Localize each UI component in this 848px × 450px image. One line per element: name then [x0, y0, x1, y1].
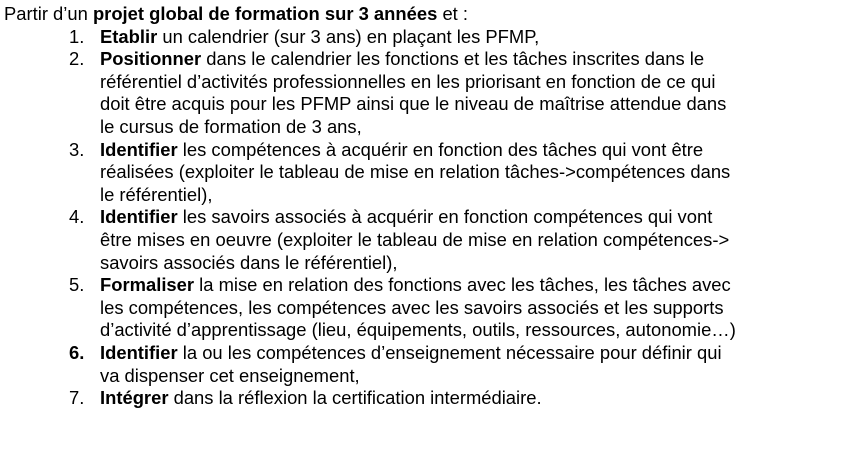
step-1 — [4, 26, 840, 49]
step-line — [100, 274, 840, 297]
step-line: les compétences, les compétences avec les savoirs associés et les supports — [100, 296, 724, 318]
step-line: savoirs associés dans le référentiel), — [100, 251, 398, 273]
step-text: un calendrier (sur 3 ans) en plaçant les PFMP, — [157, 25, 540, 47]
step-line — [100, 139, 840, 162]
step-text: la ou les compétences d’enseignement nécessaire pour définir qui — [177, 341, 722, 363]
step-line — [100, 26, 840, 49]
step-text: la mise en relation des fonctions avec les tâches, les tâches avec — [194, 274, 731, 296]
intro-emphasis: projet global de formation sur 3 années — [92, 3, 438, 24]
step-text: dans le calendrier les fonctions et les tâches inscrites dans le — [201, 48, 705, 70]
step-5 — [4, 274, 840, 342]
step-line: d’activité d’apprentissage (lieu, équipements, outils, ressources, autonomie…) — [100, 319, 736, 341]
step-line — [100, 342, 840, 365]
step-verb: Intégrer — [100, 387, 169, 409]
step-text: les savoirs associés à acquérir en fonction compétences qui vont — [177, 206, 713, 228]
step-2 — [4, 48, 840, 138]
step-line: être mises en oeuvre (exploiter le tableau de mise en relation compétences-> — [100, 228, 730, 250]
step-line — [100, 387, 840, 410]
step-line: réalisées (exploiter le tableau de mise en relation tâches->compétences dans — [100, 161, 731, 183]
step-line: le cursus de formation de 3 ans, — [100, 115, 362, 137]
intro-prefix: Partir d’un — [4, 3, 93, 24]
step-verb: Identifier — [100, 206, 178, 228]
step-7 — [4, 387, 840, 410]
step-3 — [4, 139, 840, 207]
step-number: 1. — [69, 25, 85, 47]
step-verb: Formaliser — [100, 274, 195, 296]
step-line: doit être acquis pour les PFMP ainsi que le niveau de maîtrise attendue dans — [100, 93, 727, 115]
step-text: les compétences à acquérir en fonction des tâches qui vont être — [177, 138, 704, 160]
step-line: référentiel d’activités professionnelles en les priorisant en fonction de ce qui — [100, 70, 716, 92]
step-6 — [4, 342, 840, 387]
step-line: le référentiel), — [100, 183, 213, 205]
step-verb: Etablir — [100, 25, 158, 47]
step-text: dans la réflexion la certification intermédiaire. — [168, 387, 542, 409]
step-verb: Positionner — [100, 48, 202, 70]
step-number: 5. — [69, 274, 85, 296]
step-number: 4. — [69, 206, 85, 228]
intro-suffix: et : — [437, 3, 468, 24]
step-number: 3. — [69, 138, 85, 160]
steps-list — [4, 26, 848, 410]
step-number: 2. — [69, 48, 85, 70]
step-4 — [4, 206, 840, 274]
step-number: 6. — [69, 341, 85, 363]
step-line — [100, 206, 840, 229]
intro-paragraph — [4, 3, 848, 26]
step-line: va dispenser cet enseignement, — [100, 364, 360, 386]
step-verb: Identifier — [100, 138, 178, 160]
step-number: 7. — [69, 387, 85, 409]
step-verb: Identifier — [100, 341, 178, 363]
step-line — [100, 48, 840, 71]
